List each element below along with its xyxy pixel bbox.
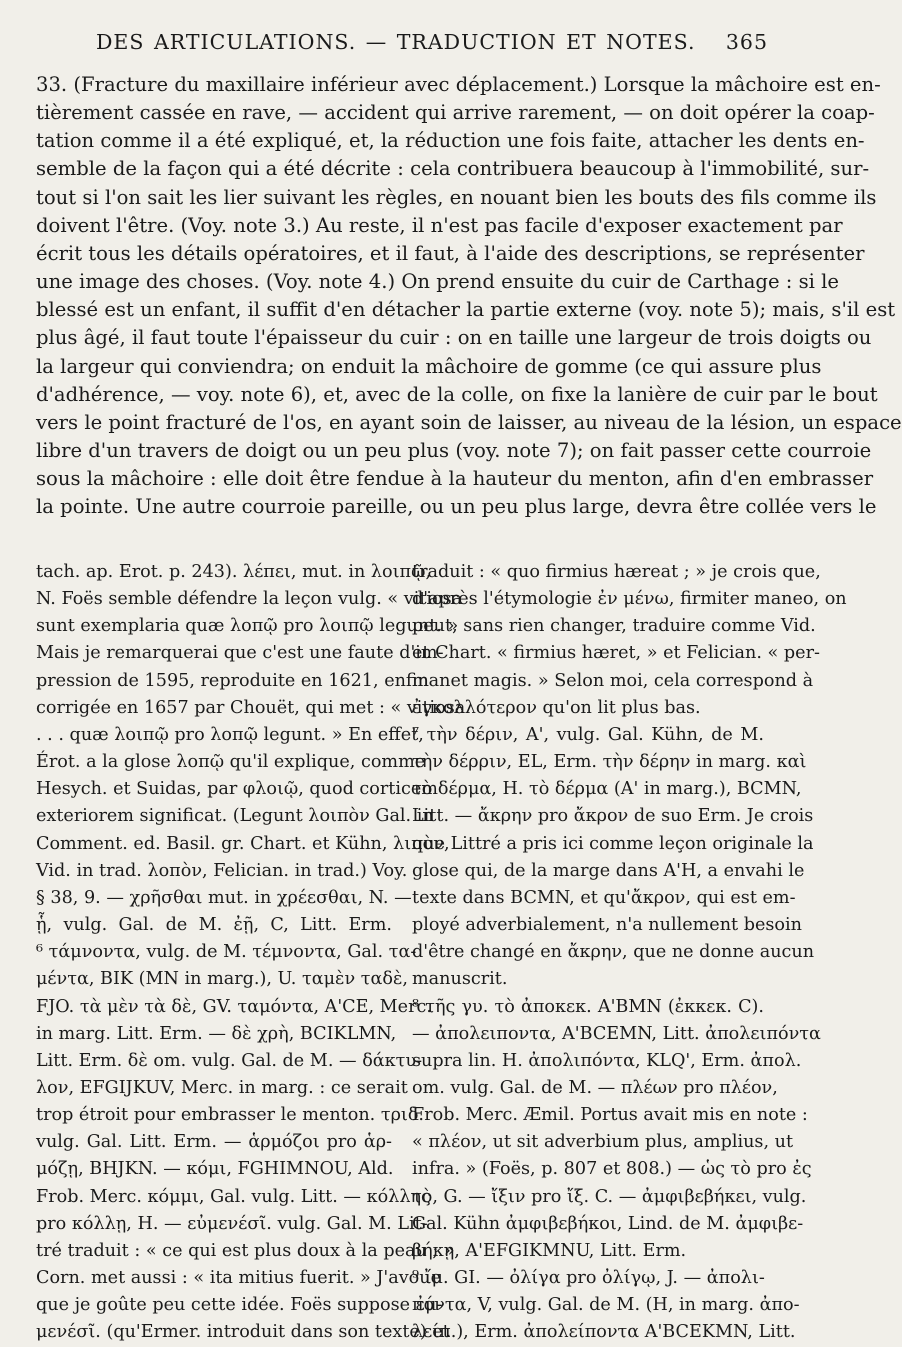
text-line: d'être changé en ἄκρην, que ne donne aucun (412, 942, 815, 963)
text-line: τὸ, G. — ἴξιν pro ἴξ. C. — ἀμφιβεβήκει, vulg. (412, 1186, 807, 1207)
text-line: Litt. Erm. δὲ om. vulg. Gal. de M. — δάκτυ- (36, 1050, 423, 1071)
text-line: et Chart. « firmius hæret, » et Felician. « per- (412, 643, 820, 664)
text-line: sous la mâchoire : elle doit être fendue à la hauteur du menton, afin d'en embrasser (36, 467, 874, 491)
page-number: 365 (725, 30, 768, 54)
text-line: πόντα, V, vulg. Gal. de M. (H, in marg. ἀπο- (412, 1295, 800, 1316)
text-line: ⁷ τὴν δέριν, A', vulg. Gal. Kühn, de M. (412, 724, 764, 745)
text-line: λείπ.), Erm. ἀπολείποντα A'BCEKMN, Litt. (412, 1322, 796, 1343)
text-line: μέντα, BIK (MN in marg.), U. ταμὲν ταδὲ, (36, 969, 408, 990)
text-line: pression de 1595, reproduite en 1621, enfin (36, 670, 429, 691)
text-line: Gal. Kühn ἀμφιβεβήκοι, Lind. de M. ἀμφιβε- (412, 1213, 804, 1234)
text-line: tout si l'on sait les lier suivant les règles, en nouant bien les bouts des fils comme ils (36, 185, 877, 209)
running-header (96, 30, 770, 56)
text-line: infra. » (Foës, p. 807 et 808.) — ὡς τὸ pro ἐς (412, 1159, 812, 1180)
text-line: ployé adverbialement, n'a nullement besoin (412, 915, 802, 936)
text-line: que je goûte peu cette idée. Foës suppose ἐμ- (36, 1295, 443, 1316)
text-line: ᾗ, vulg. Gal. de M. ἐῇ, C, Litt. Erm. (36, 915, 392, 936)
text-line: . . . quæ λοιπῷ pro λοπῷ legunt. » En effet, (36, 724, 424, 745)
text-line: traduit : « quo firmius hæreat ; » je crois que, (412, 562, 821, 582)
text-line: écrit tous les détails opératoires, et il faut, à l'aide des descriptions, se représenter (36, 241, 865, 265)
text-line: Vid. in trad. λοπὸν, Felician. in trad.) Voy. (36, 860, 408, 881)
text-line: semble de la façon qui a été décrite : cela contribuera beaucoup à l'immobilité, sur- (36, 157, 870, 181)
text-line: plus âgé, il faut toute l'épaisseur du cuir : on en taille une largeur de trois doigts ou (36, 326, 872, 350)
text-line: sunt exemplaria quæ λοπῷ pro λοιπῷ legunt. » (36, 616, 459, 637)
text-line: Corn. met aussi : « ita mitius fuerit. » J'avoue (36, 1268, 442, 1289)
text-line: ⁹ ἴμ. GI. — ὀλίγα pro ὀλίγῳ, J. — ἀπολι- (412, 1268, 765, 1289)
text-line: doivent l'être. (Voy. note 3.) Au reste, il n'est pas facile d'exposer exactement par (36, 213, 843, 237)
text-line: μενέσῖ. (qu'Ermer. introduit dans son texte) et (36, 1322, 450, 1343)
text-line: libre d'un travers de doigt ou un peu plus (voy. note 7); on fait passer cette courroie (36, 439, 872, 463)
header-title: DES ARTICULATIONS. — TRADUCTION ET NOTES. (96, 30, 696, 54)
text-line: corrigée en 1657 par Chouët, qui met : « vitiosa (36, 697, 466, 718)
text-line: supra lin. H. ἀπολιπόντα, KLQ', Erm. ἀπολ. (412, 1050, 802, 1071)
text-line: FJO. τὰ μὲν τὰ δὲ, GV. ταμόντα, A'CE, Merc. (36, 996, 432, 1017)
text-line: « πλέον, ut sit adverbium plus, amplius, ut (412, 1132, 794, 1153)
text-line: pro κόλλῃ, H. — εὐμενέσῖ. vulg. Gal. M. Lit- (36, 1213, 428, 1234)
text-line: la pointe. Une autre courroie pareille, ou un peu plus large, devra être collée vers le (36, 495, 877, 519)
text-line: peut, sans rien changer, traduire comme Vid. (412, 616, 816, 637)
text-line: § 38, 9. — χρῆσθαι mut. in χρέεσθαι, N. — (36, 887, 412, 908)
main-text (36, 71, 902, 522)
text-line: d'après l'étymologie ἐν μένω, firmiter maneo, on (412, 589, 847, 610)
text-line: μόζῃ, BHJKN. — κόμι, FGHIMNOU, Ald. (36, 1159, 394, 1180)
text-line: tièrement cassée en rave, — accident qui arrive rarement, — on doit opérer la coap- (36, 101, 875, 125)
text-line: Comment. ed. Basil. gr. Chart. et Kühn, λιπὸν, (36, 833, 450, 854)
text-line: glose qui, de la marge dans A'H, a envahi le (412, 860, 805, 881)
text-line: λον, EFGIJKUV, Merc. in marg. : ce serait (36, 1077, 408, 1098)
text-line: Frob. Merc. Æmil. Portus avait mis en note : (412, 1105, 808, 1126)
text-line: tach. ap. Erot. p. 243). λέπει, mut. in λοιπῷ, (36, 562, 432, 582)
text-line: Litt. — ἄκρην pro ἄκρον de suo Erm. Je crois (412, 806, 814, 827)
text-line: N. Foës semble défendre la leçon vulg. « vitiosa (36, 589, 463, 610)
text-line: texte dans BCMN, et qu'ἄκρον, qui est em- (412, 887, 796, 908)
text-line: ἐγκολλότερον qu'on lit plus bas. (412, 697, 701, 718)
text-line: tré traduit : « ce qui est plus doux à la peau ; » (36, 1240, 455, 1261)
text-line: in marg. Litt. Erm. — δὲ χρὴ, BCIKLMN, (36, 1023, 397, 1044)
text-line: — ἀπολειποντα, A'BCEMN, Litt. ἀπολειπόντα (412, 1023, 821, 1044)
text-line: tation comme il a été expliqué, et, la réduction une fois faite, attacher les dents en- (36, 129, 865, 153)
text-line: d'adhérence, — voy. note 6), et, avec de la colle, on fixe la lanière de cuir par le bout (36, 382, 878, 406)
text-line: manuscrit. (412, 969, 508, 990)
text-line: om. vulg. Gal. de M. — πλέων pro πλέον, (412, 1077, 778, 1098)
text-line: τὴν δέρριν, EL, Erm. τὴν δέρην in marg. καὶ (412, 752, 807, 773)
text-line: manet magis. » Selon moi, cela correspond à (412, 670, 814, 691)
text-line: βήκῃ, A'EFGIKMNU, Litt. Erm. (412, 1240, 687, 1261)
text-line: Érot. a la glose λοπῷ qu'il explique, comme (36, 752, 426, 773)
text-line: que Littré a pris ici comme leçon originale la (412, 833, 814, 854)
text-line: trop étroit pour embrasser le menton. τριδ. (36, 1105, 425, 1126)
text-line: la largeur qui conviendra; on enduit la mâchoire de gomme (ce qui assure plus (36, 354, 822, 378)
text-line: 33. (Fracture du maxillaire inférieur avec déplacement.) Lorsque la mâchoire est en- (36, 73, 881, 96)
notes-right-column (412, 559, 847, 1347)
text-line: une image des choses. (Voy. note 4.) On prend ensuite du cuir de Carthage : si le (36, 270, 840, 294)
text-line: ⁶ τάμνοντα, vulg. de M. τέμνοντα, Gal. τα- (36, 942, 417, 963)
text-line: vers le point fracturé de l'os, en ayant soin de laisser, au niveau de la lésion, un espace (36, 410, 902, 434)
text-line: Hesych. et Suidas, par φλοιῷ, quod corticem (36, 779, 438, 800)
text-line: τὸ δέρμα, H. τὸ δέρμα (A' in marg.), BCMN, (412, 779, 802, 800)
text-line: ⁸ τῆς γυ. τὸ ἀποκεκ. A'BMN (ἐκκεκ. C). (412, 996, 764, 1017)
text-line: Mais je remarquerai que c'est une faute d'im- (36, 643, 444, 664)
text-line: blessé est un enfant, il suffit d'en détacher la partie externe (voy. note 5); mais, s'il est (36, 298, 896, 322)
text-line: Frob. Merc. κόμμι, Gal. vulg. Litt. — κόλλης (36, 1186, 431, 1207)
text-line: exteriorem significat. (Legunt λοιπὸν Gal. in (36, 806, 434, 827)
text-line: vulg. Gal. Litt. Erm. — ἁρμόζοι pro ἁρ- (36, 1132, 392, 1153)
